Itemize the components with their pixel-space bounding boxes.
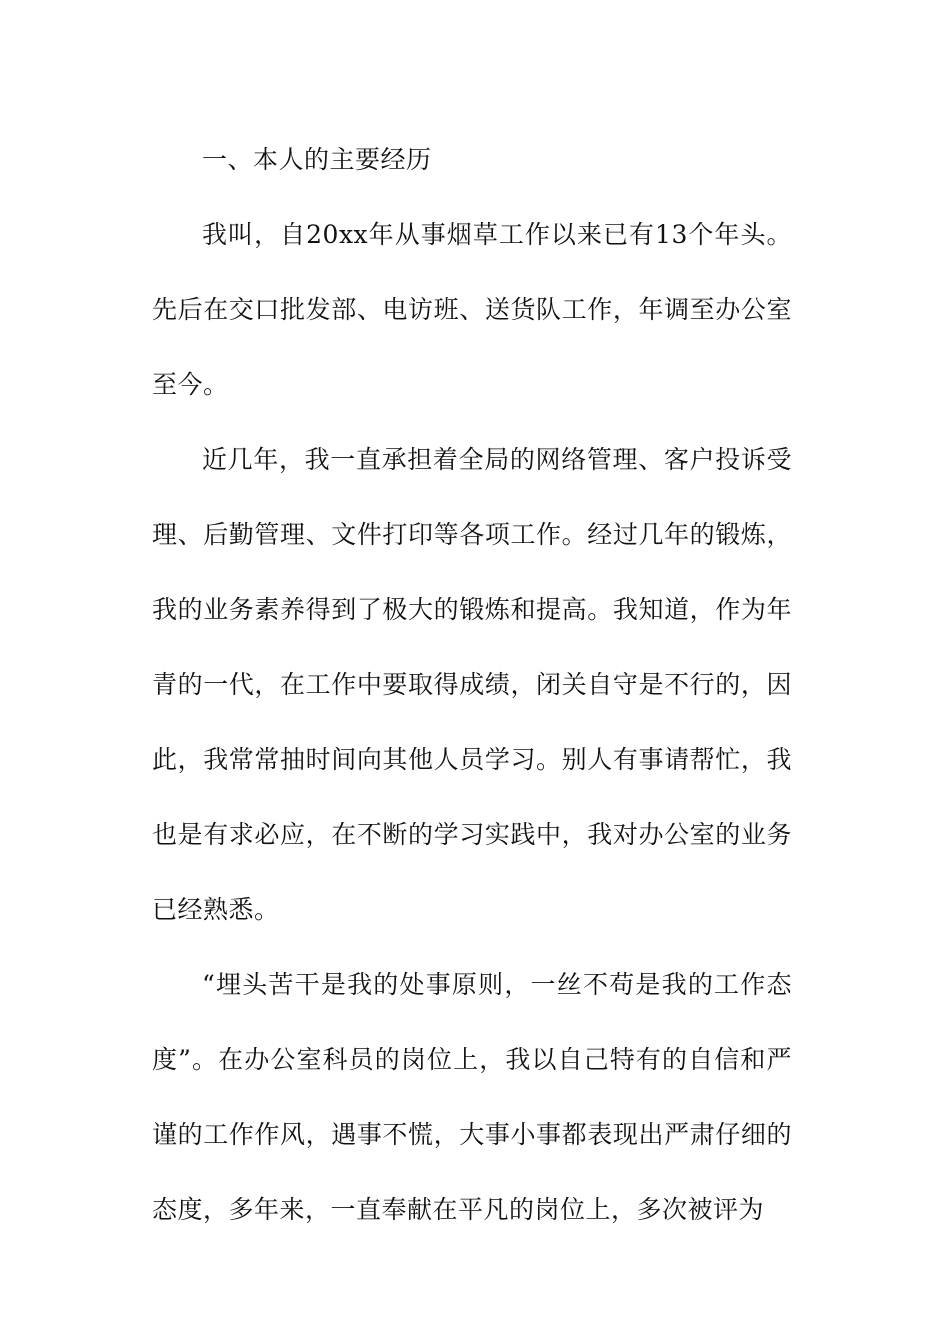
paragraph-1: 我叫，自20xx年从事烟草工作以来已有13个年头。先后在交口批发部、电访班、送货队工作，年调至办公室至今。	[152, 220, 792, 399]
paragraph-3: “埋头苦干是我的处事原则，一丝不苟是我的工作态度”。在办公室科员的岗位上，我以自己特有的自信和严谨的工作作风，遇事不慌，大事小事都表现出严肃仔细的态度，多年来，一直奉献在平凡的岗位上，多次被评为	[152, 970, 792, 1224]
document-body	[152, 122, 792, 1247]
section-heading: 一、本人的主要经历	[202, 145, 432, 174]
paragraph-2: 近几年，我一直承担着全局的网络管理、客户投诉受理、后勤管理、文件打印等各项工作。经过几年的锻炼，我的业务素养得到了极大的锻炼和提高。我知道，作为年青的一代，在工作中要取得成绩，闭关自守是不行的，因此，我常常抽时间向其他人员学习。别人有事请帮忙，我也是有求必应，在不断的学习实践中，我对办公室的业务已经熟悉。	[152, 445, 792, 924]
